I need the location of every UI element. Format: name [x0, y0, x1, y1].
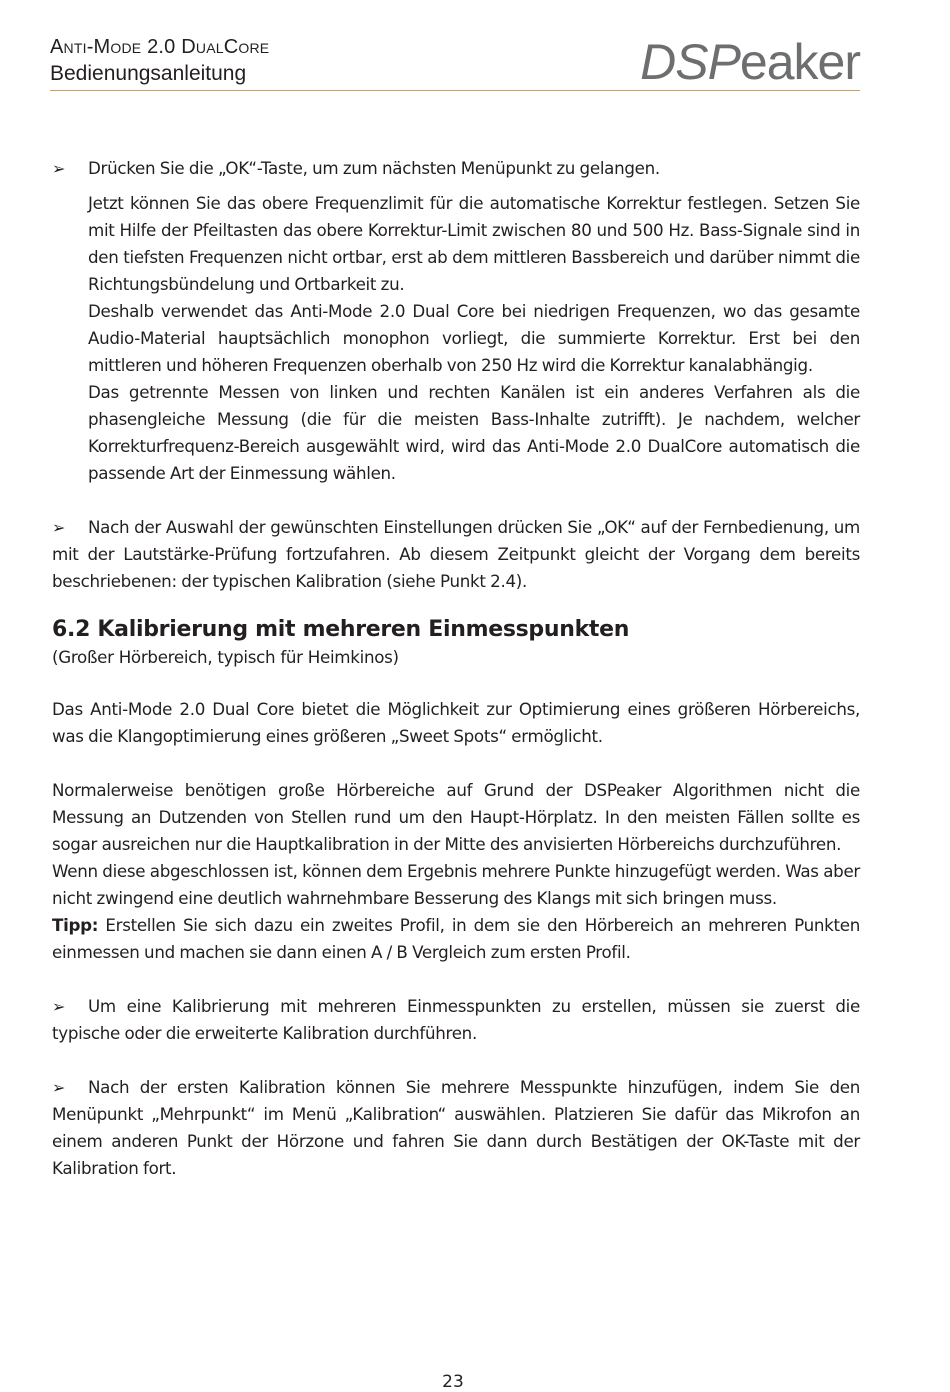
page-content: [52, 155, 860, 1182]
document-subtitle: Bedienungsanleitung: [50, 62, 247, 85]
section-subheading: (Großer Hörbereich, typisch für Heimkinos): [52, 647, 399, 667]
arrowhead-icon: ➢: [52, 997, 66, 1016]
logo-italic-part: DSP: [640, 34, 740, 90]
paragraph-channel-measurement: Das getrennte Messen von linken und rechten Kanälen ist ein anderes Verfahren als die phasengleiche Messung (die für die meisten Bass-Inhalte zutrifft). Je nachdem, welcher Korrekturfrequenz-Bereich ausgewählt wird, wird das Anti-Mode 2.0 DualCore automatisch die passende Art der Einmessung wählen.: [88, 382, 860, 483]
page-header: [50, 36, 860, 92]
bullet-volume-check: [52, 514, 860, 595]
arrowhead-icon: ➢: [52, 1078, 66, 1097]
bullet-add-measurement-points: [52, 1074, 860, 1182]
bullet-text: Nach der ersten Kalibration können Sie mehrere Messpunkte hinzufügen, indem Sie den Menüpunkt „Mehrpunkt“ im Menü „Kalibration“ auswählen. Platzieren Sie dafür das Mikrofon an einem anderen Punkt der Hörzone und fahren Sie dann durch Bestätigen der OK-Taste mit der Kalibration fort.: [52, 1077, 860, 1178]
dspeaker-logo: [640, 36, 860, 88]
bullet-ok-next-menu: [52, 155, 860, 182]
bullet-text: Um eine Kalibrierung mit mehreren Einmesspunkten zu erstellen, müssen sie zuerst die typische oder die erweiterte Kalibration durchführen.: [52, 996, 860, 1043]
document-title: Anti-Mode 2.0 DualCore: [50, 36, 270, 58]
paragraph-additional-points: Wenn diese abgeschlossen ist, können dem Ergebnis mehrere Punkte hinzugefügt werden. Was aber nicht zwingend eine deutlich wahrnehmbare Besserung des Klangs mit sich bringen muss.: [52, 861, 860, 908]
arrowhead-icon: ➢: [52, 518, 66, 537]
tip-paragraph: [52, 912, 860, 966]
paragraph-sweet-spot: Das Anti-Mode 2.0 Dual Core bietet die Möglichkeit zur Optimierung eines größeren Hörbereichs, was die Klangoptimierung eines größeren „Sweet Spots“ ermöglicht.: [52, 699, 860, 746]
paragraph-frequency-limit: Jetzt können Sie das obere Frequenzlimit für die automatische Korrektur festlegen. Setzen Sie mit Hilfe der Pfeiltasten das obere Korrektur-Limit zwischen 80 und 500 Hz. Bass-Signale sind in den tiefsten Frequenzen nicht ortbar, erst ab dem mittleren Bassbereich und darüber nimmt die Richtungsbündelung und Ortbarkeit zu.: [88, 193, 860, 294]
bullet-text: Drücken Sie die „OK“-Taste, um zum nächsten Menüpunkt zu gelangen.: [88, 158, 660, 178]
tip-text: Erstellen Sie sich dazu ein zweites Profil, in dem sie den Hörbereich an mehreren Punkten einmessen und machen sie dann einen A / B Vergleich zum ersten Profil.: [52, 915, 860, 962]
tip-label: Tipp:: [52, 915, 99, 935]
section-heading: 6.2 Kalibrierung mit mehreren Einmesspunkten: [52, 617, 630, 642]
header-divider: [50, 90, 860, 91]
paragraph-summed-correction: Deshalb verwendet das Anti-Mode 2.0 Dual Core bei niedrigen Frequenzen, wo das gesamte Audio-Material hauptsächlich monophon vorliegt, die summierte Korrektur. Erst bei den mittleren und höheren Frequenzen oberhalb von 250 Hz wird die Korrektur kanalabhängig.: [88, 301, 860, 375]
paragraph-large-listening-area: Normalerweise benötigen große Hörbereiche auf Grund der DSPeaker Algorithmen nicht die Messung an Dutzenden von Stellen rund um den Haupt-Hörplatz. In den meisten Fällen sollte es sogar ausreichen nur die Hauptkalibration in der Mitte des anvisierten Hörbereichs durchzuführen.: [52, 780, 860, 854]
logo-regular-part: eaker: [739, 34, 860, 90]
bullet-text: Nach der Auswahl der gewünschten Einstellungen drücken Sie „OK“ auf der Fernbedienung, um mit der Lautstärke-Prüfung fortzufahren. Ab diesem Zeitpunkt gleicht der Vorgang dem bereits beschriebenen: der typischen Kalibration (siehe Punkt 2.4).: [52, 517, 860, 591]
bullet-create-multipoint: [52, 993, 860, 1047]
page-number: 23: [442, 1372, 464, 1392]
arrowhead-icon: ➢: [52, 159, 66, 178]
